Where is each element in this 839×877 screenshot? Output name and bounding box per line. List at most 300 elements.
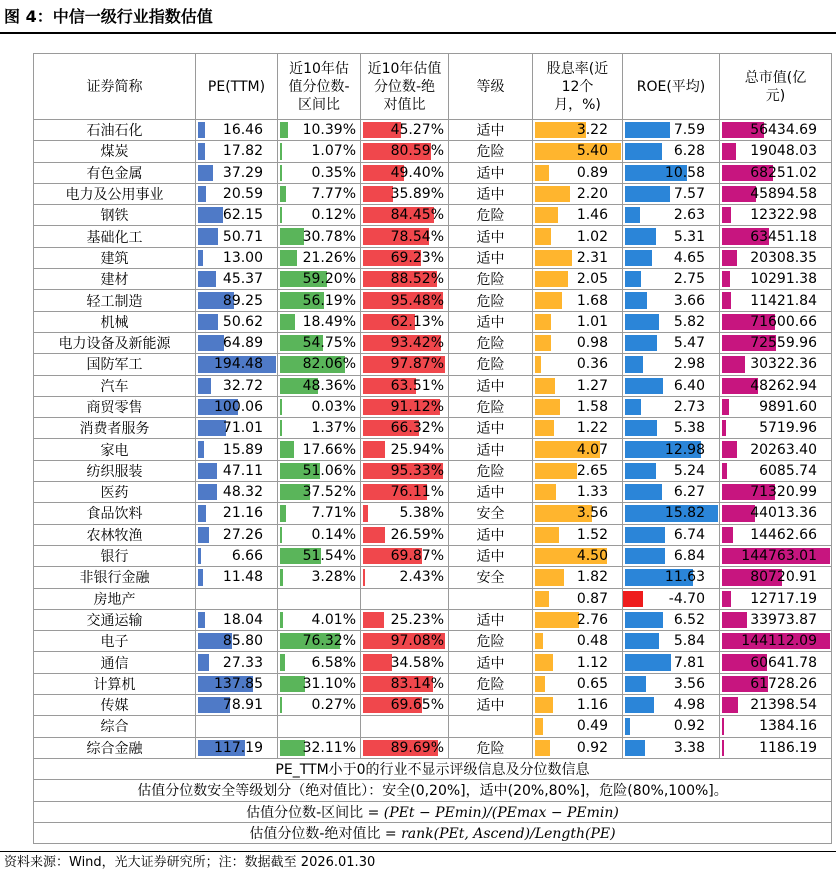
cell-roe xyxy=(623,354,720,375)
cell-q_interval xyxy=(278,141,361,162)
title-divider xyxy=(0,32,836,34)
cell-q_interval xyxy=(278,290,361,311)
cell-pe xyxy=(196,737,278,758)
pe-value: 27.33 xyxy=(222,654,263,671)
cell-dividend xyxy=(533,716,623,737)
cell-grade: 适中 xyxy=(449,247,533,268)
cell-grade: 适中 xyxy=(449,439,533,460)
market_cap-value: 9891.60 xyxy=(759,399,817,415)
cell-grade: 适中 xyxy=(449,524,533,545)
q_interval-value: 54.75% xyxy=(302,335,356,352)
pe-value: 15.89 xyxy=(222,441,263,458)
header-row xyxy=(34,54,832,120)
cell-roe xyxy=(623,269,720,290)
cell-dividend xyxy=(533,396,623,417)
dividend-value: 3.22 xyxy=(576,122,608,139)
cell-pe xyxy=(196,652,278,673)
header-line: 12个 xyxy=(561,78,594,95)
cell-dividend xyxy=(533,418,623,439)
cell-pe xyxy=(196,332,278,353)
absolute-formula-label: 估值分位数-绝对值比 = xyxy=(249,825,397,842)
dividend-value: 0.92 xyxy=(576,739,608,756)
cell-dividend xyxy=(533,141,623,162)
header-line: 近10年估 xyxy=(289,60,349,77)
q_interval-value: 7.71% xyxy=(311,505,356,522)
note-absolute-formula xyxy=(34,822,832,843)
cell-dividend xyxy=(533,567,623,588)
pe-value: 20.59 xyxy=(222,186,263,203)
table-row xyxy=(34,439,832,460)
note-negative-pe: PE_TTM小于0的行业不显示评级信息及分位数信息 xyxy=(34,758,832,779)
cell-market_cap xyxy=(720,716,832,737)
cell-market_cap xyxy=(720,141,832,162)
market_cap-value: 48262.94 xyxy=(750,377,817,394)
q_interval-value: 0.03% xyxy=(311,399,356,415)
cell-q_absolute xyxy=(361,290,449,311)
cell-industry-name: 综合金融 xyxy=(34,737,196,758)
roe-value: 6.74 xyxy=(673,526,705,543)
market_cap-value: 20263.40 xyxy=(750,441,817,458)
pe-value: 100.06 xyxy=(214,399,263,415)
cell-industry-name: 轻工制造 xyxy=(34,290,196,311)
cell-market_cap xyxy=(720,673,832,694)
market_cap-value: 33973.87 xyxy=(750,611,817,628)
market_cap-value: 10291.38 xyxy=(750,271,817,288)
cell-industry-name: 传媒 xyxy=(34,695,196,716)
roe-value: 5.47 xyxy=(673,335,705,352)
cell-industry-name: 商贸零售 xyxy=(34,396,196,417)
cell-q_interval xyxy=(278,311,361,332)
cell-pe xyxy=(196,396,278,417)
cell-grade: 适中 xyxy=(449,311,533,332)
cell-pe xyxy=(196,418,278,439)
cell-roe xyxy=(623,737,720,758)
q_absolute-value: 89.69% xyxy=(390,739,444,756)
cell-industry-name: 农林牧渔 xyxy=(34,524,196,545)
cell-industry-name: 国防军工 xyxy=(34,354,196,375)
pe-value: 85.80 xyxy=(222,633,263,650)
cell-q_absolute xyxy=(361,503,449,524)
cell-dividend xyxy=(533,737,623,758)
cell-market_cap xyxy=(720,354,832,375)
dividend-value: 5.40 xyxy=(576,143,608,160)
cell-q_interval xyxy=(278,375,361,396)
pe-value: 48.32 xyxy=(222,484,263,501)
market_cap-value: 6085.74 xyxy=(759,462,817,479)
cell-q_interval xyxy=(278,418,361,439)
roe-value: 2.73 xyxy=(673,399,705,415)
roe-value: 2.63 xyxy=(673,207,705,224)
dividend-value: 3.56 xyxy=(576,505,608,522)
pe-value: 18.04 xyxy=(222,611,263,628)
roe-value: -4.70 xyxy=(668,590,705,607)
cell-roe xyxy=(623,716,720,737)
cell-roe xyxy=(623,609,720,630)
cell-pe xyxy=(196,503,278,524)
cell-grade xyxy=(449,716,533,737)
cell-pe xyxy=(196,524,278,545)
q_absolute-value: 25.23% xyxy=(390,611,444,628)
cell-q_interval xyxy=(278,460,361,481)
q_interval-value: 56.19% xyxy=(302,292,356,309)
cell-pe xyxy=(196,460,278,481)
table-row xyxy=(34,332,832,353)
roe-value: 10.58 xyxy=(664,164,705,181)
cell-q_interval xyxy=(278,631,361,652)
cell-roe xyxy=(623,482,720,503)
cell-q_interval xyxy=(278,567,361,588)
cell-market_cap xyxy=(720,120,832,141)
cell-dividend xyxy=(533,482,623,503)
cell-q_absolute xyxy=(361,673,449,694)
pe-value: 16.46 xyxy=(222,122,263,139)
cell-industry-name: 交通运输 xyxy=(34,609,196,630)
q_absolute-value: 26.59% xyxy=(390,526,444,543)
dividend-value: 2.05 xyxy=(576,271,608,288)
table-row xyxy=(34,290,832,311)
cell-industry-name: 电力设备及新能源 xyxy=(34,332,196,353)
table-row xyxy=(34,120,832,141)
cell-roe xyxy=(623,439,720,460)
q_absolute-value: 34.58% xyxy=(390,654,444,671)
header-col-market-cap xyxy=(720,54,832,120)
dividend-value: 0.36 xyxy=(576,356,608,373)
q_absolute-value: 83.14% xyxy=(390,675,444,692)
cell-q_interval xyxy=(278,247,361,268)
cell-pe xyxy=(196,695,278,716)
cell-q_interval xyxy=(278,396,361,417)
cell-q_absolute xyxy=(361,482,449,503)
market_cap-value: 72559.96 xyxy=(750,335,817,352)
q_interval-value: 51.54% xyxy=(302,548,356,565)
pe-value: 13.00 xyxy=(222,249,263,266)
cell-q_interval xyxy=(278,332,361,353)
cell-dividend xyxy=(533,588,623,609)
header-line: ROE(平均) xyxy=(636,78,706,95)
cell-q_absolute xyxy=(361,396,449,417)
cell-roe xyxy=(623,375,720,396)
roe-value: 4.65 xyxy=(673,249,705,266)
table-row xyxy=(34,737,832,758)
pe-value: 37.29 xyxy=(222,164,263,181)
market_cap-value: 30322.36 xyxy=(750,356,817,373)
cell-pe xyxy=(196,567,278,588)
table-row xyxy=(34,162,832,183)
q_interval-value: 48.36% xyxy=(302,377,356,394)
q_absolute-value: 69.87% xyxy=(390,548,444,565)
market_cap-value: 19048.03 xyxy=(750,143,817,160)
cell-q_absolute xyxy=(361,609,449,630)
q_absolute-value: 69.65% xyxy=(390,697,444,714)
cell-roe xyxy=(623,503,720,524)
dividend-value: 1.68 xyxy=(576,292,608,309)
q_interval-value: 21.26% xyxy=(302,249,356,266)
cell-dividend xyxy=(533,524,623,545)
cell-pe xyxy=(196,120,278,141)
pe-value: 71.01 xyxy=(222,420,263,437)
q_interval-value: 0.27% xyxy=(311,697,356,714)
cell-market_cap xyxy=(720,545,832,566)
cell-q_interval xyxy=(278,183,361,204)
dividend-value: 0.48 xyxy=(576,633,608,650)
cell-grade: 适中 xyxy=(449,183,533,204)
header-col-absolute-pct xyxy=(361,54,449,120)
cell-q_interval xyxy=(278,695,361,716)
cell-q_absolute xyxy=(361,460,449,481)
roe-value: 3.56 xyxy=(673,675,705,692)
q_absolute-value: 97.08% xyxy=(390,633,444,650)
header-line: 分位数-绝 xyxy=(373,78,436,95)
q_interval-value: 82.06% xyxy=(302,356,356,373)
cell-q_absolute xyxy=(361,652,449,673)
market_cap-value: 21398.54 xyxy=(750,697,817,714)
cell-roe xyxy=(623,396,720,417)
cell-market_cap xyxy=(720,652,832,673)
q_absolute-value: 69.23% xyxy=(390,249,444,266)
header-line: 对值比 xyxy=(383,96,426,113)
cell-q_interval xyxy=(278,524,361,545)
pe-value: 117.19 xyxy=(214,739,263,756)
cell-grade: 危险 xyxy=(449,290,533,311)
market_cap-value: 68251.02 xyxy=(750,164,817,181)
cell-pe xyxy=(196,183,278,204)
market_cap-value: 144763.01 xyxy=(741,548,817,565)
cell-dividend xyxy=(533,439,623,460)
cell-dividend xyxy=(533,120,623,141)
table-row xyxy=(34,524,832,545)
market_cap-value: 14462.66 xyxy=(750,526,817,543)
cell-q_absolute xyxy=(361,205,449,226)
cell-industry-name: 石油石化 xyxy=(34,120,196,141)
header-line: 元) xyxy=(765,87,786,104)
roe-value: 6.40 xyxy=(673,377,705,394)
header-line: 值分位数- xyxy=(288,78,350,95)
cell-dividend xyxy=(533,226,623,247)
cell-industry-name: 通信 xyxy=(34,652,196,673)
roe-value: 7.57 xyxy=(673,186,705,203)
table-row xyxy=(34,503,832,524)
cell-industry-name: 电力及公用事业 xyxy=(34,183,196,204)
cell-market_cap xyxy=(720,588,832,609)
cell-q_interval xyxy=(278,652,361,673)
cell-dividend xyxy=(533,183,623,204)
pe-value: 194.48 xyxy=(214,356,263,373)
cell-q_absolute xyxy=(361,375,449,396)
roe-value: 7.59 xyxy=(673,122,705,139)
pe-value: 17.82 xyxy=(222,143,263,160)
q_interval-value: 18.49% xyxy=(302,313,356,330)
cell-q_interval xyxy=(278,545,361,566)
cell-q_absolute xyxy=(361,247,449,268)
dividend-value: 4.50 xyxy=(576,548,608,565)
table-row xyxy=(34,545,832,566)
cell-grade: 安全 xyxy=(449,567,533,588)
cell-q_interval xyxy=(278,609,361,630)
cell-industry-name: 汽车 xyxy=(34,375,196,396)
cell-grade: 适中 xyxy=(449,375,533,396)
pe-value: 27.26 xyxy=(222,526,263,543)
cell-roe xyxy=(623,226,720,247)
cell-dividend xyxy=(533,247,623,268)
cell-grade: 适中 xyxy=(449,609,533,630)
cell-pe xyxy=(196,290,278,311)
cell-q_absolute xyxy=(361,716,449,737)
dividend-value: 1.82 xyxy=(576,569,608,586)
cell-industry-name: 有色金属 xyxy=(34,162,196,183)
cell-pe xyxy=(196,482,278,503)
cell-roe xyxy=(623,162,720,183)
market_cap-value: 20308.35 xyxy=(750,249,817,266)
roe-value: 4.98 xyxy=(673,697,705,714)
cell-pe xyxy=(196,716,278,737)
cell-q_absolute xyxy=(361,162,449,183)
cell-roe xyxy=(623,332,720,353)
cell-roe xyxy=(623,588,720,609)
cell-grade: 安全 xyxy=(449,503,533,524)
q_absolute-value: 63.51% xyxy=(390,377,444,394)
q_interval-value: 32.11% xyxy=(302,739,356,756)
figure-title: 图 4：中信一级行业指数估值 xyxy=(4,7,213,26)
cell-pe xyxy=(196,588,278,609)
header-line: 证券简称 xyxy=(86,78,143,95)
table-row xyxy=(34,588,832,609)
table-row xyxy=(34,716,832,737)
dividend-value: 2.76 xyxy=(576,611,608,628)
header-col-grade xyxy=(449,54,533,120)
cell-grade: 适中 xyxy=(449,162,533,183)
market_cap-value: 71600.66 xyxy=(750,313,817,330)
dividend-value: 0.65 xyxy=(576,675,608,692)
q_absolute-value: 62.13% xyxy=(390,313,444,330)
cell-grade: 适中 xyxy=(449,695,533,716)
pe-value: 137.85 xyxy=(214,675,263,692)
cell-market_cap xyxy=(720,631,832,652)
cell-grade: 危险 xyxy=(449,205,533,226)
interval-formula: (PEt − PEmin)/(PEmax − PEmin) xyxy=(383,804,619,821)
cell-q_absolute xyxy=(361,524,449,545)
cell-industry-name: 建筑 xyxy=(34,247,196,268)
q_absolute-value: 97.87% xyxy=(390,356,444,373)
header-col-roe xyxy=(623,54,720,120)
table-row xyxy=(34,183,832,204)
cell-roe xyxy=(623,460,720,481)
cell-roe xyxy=(623,311,720,332)
table-row xyxy=(34,609,832,630)
cell-roe xyxy=(623,120,720,141)
cell-market_cap xyxy=(720,524,832,545)
cell-industry-name: 计算机 xyxy=(34,673,196,694)
cell-q_absolute xyxy=(361,269,449,290)
dividend-value: 1.46 xyxy=(576,207,608,224)
cell-dividend xyxy=(533,205,623,226)
header-line: 总市值(亿 xyxy=(744,69,807,86)
cell-dividend xyxy=(533,673,623,694)
cell-dividend xyxy=(533,332,623,353)
roe-value: 11.63 xyxy=(664,569,705,586)
cell-market_cap xyxy=(720,332,832,353)
cell-industry-name: 机械 xyxy=(34,311,196,332)
pe-value: 50.62 xyxy=(222,313,263,330)
source-note: 资料来源：Wind，光大证券研究所；注：数据截至 2026.01.30 xyxy=(4,855,376,870)
cell-roe xyxy=(623,524,720,545)
roe-value: 5.38 xyxy=(673,420,705,437)
q_interval-value: 37.52% xyxy=(302,484,356,501)
q_interval-value: 7.77% xyxy=(311,186,356,203)
q_interval-value: 59.20% xyxy=(302,271,356,288)
cell-dividend xyxy=(533,609,623,630)
market_cap-value: 63451.18 xyxy=(750,228,817,245)
note-interval-formula xyxy=(34,801,832,822)
pe-value: 6.66 xyxy=(231,548,263,565)
pe-value: 47.11 xyxy=(222,462,263,479)
cell-dividend xyxy=(533,503,623,524)
cell-industry-name: 纺织服装 xyxy=(34,460,196,481)
q_interval-value: 4.01% xyxy=(311,611,356,628)
cell-grade xyxy=(449,588,533,609)
cell-industry-name: 基础化工 xyxy=(34,226,196,247)
roe-value: 15.82 xyxy=(664,505,705,522)
cell-market_cap xyxy=(720,375,832,396)
cell-q_absolute xyxy=(361,120,449,141)
cell-roe xyxy=(623,673,720,694)
cell-pe xyxy=(196,141,278,162)
cell-dividend xyxy=(533,375,623,396)
cell-q_interval xyxy=(278,120,361,141)
table-row xyxy=(34,631,832,652)
market_cap-value: 45894.58 xyxy=(750,186,817,203)
cell-pe xyxy=(196,609,278,630)
pe-value: 62.15 xyxy=(222,207,263,224)
cell-pe xyxy=(196,631,278,652)
market_cap-value: 11421.84 xyxy=(750,292,817,309)
q_interval-value: 31.10% xyxy=(302,675,356,692)
cell-q_interval xyxy=(278,226,361,247)
roe-value: 12.98 xyxy=(664,441,705,458)
cell-q_absolute xyxy=(361,183,449,204)
q_interval-value: 0.14% xyxy=(311,526,356,543)
market_cap-value: 12322.98 xyxy=(750,207,817,224)
table-row xyxy=(34,460,832,481)
cell-q_interval xyxy=(278,673,361,694)
cell-q_absolute xyxy=(361,545,449,566)
cell-q_interval xyxy=(278,354,361,375)
cell-dividend xyxy=(533,162,623,183)
table-body xyxy=(34,120,832,759)
dividend-value: 2.31 xyxy=(576,249,608,266)
q_interval-value: 10.39% xyxy=(302,122,356,139)
cell-q_interval xyxy=(278,737,361,758)
header-col-interval-pct xyxy=(278,54,361,120)
dividend-value: 0.87 xyxy=(576,590,608,607)
q_absolute-value: 88.52% xyxy=(390,271,444,288)
cell-market_cap xyxy=(720,482,832,503)
dividend-value: 2.20 xyxy=(576,186,608,203)
cell-pe xyxy=(196,247,278,268)
cell-pe xyxy=(196,205,278,226)
header-line: 区间比 xyxy=(298,96,340,113)
cell-grade: 适中 xyxy=(449,226,533,247)
cell-dividend xyxy=(533,290,623,311)
roe-value: 5.84 xyxy=(673,633,705,650)
table-row xyxy=(34,375,832,396)
q_absolute-value: 25.94% xyxy=(390,441,444,458)
cell-market_cap xyxy=(720,290,832,311)
cell-q_absolute xyxy=(361,567,449,588)
cell-dividend xyxy=(533,631,623,652)
cell-q_absolute xyxy=(361,631,449,652)
pe-value: 89.25 xyxy=(222,292,263,309)
roe-value: 5.82 xyxy=(673,313,705,330)
